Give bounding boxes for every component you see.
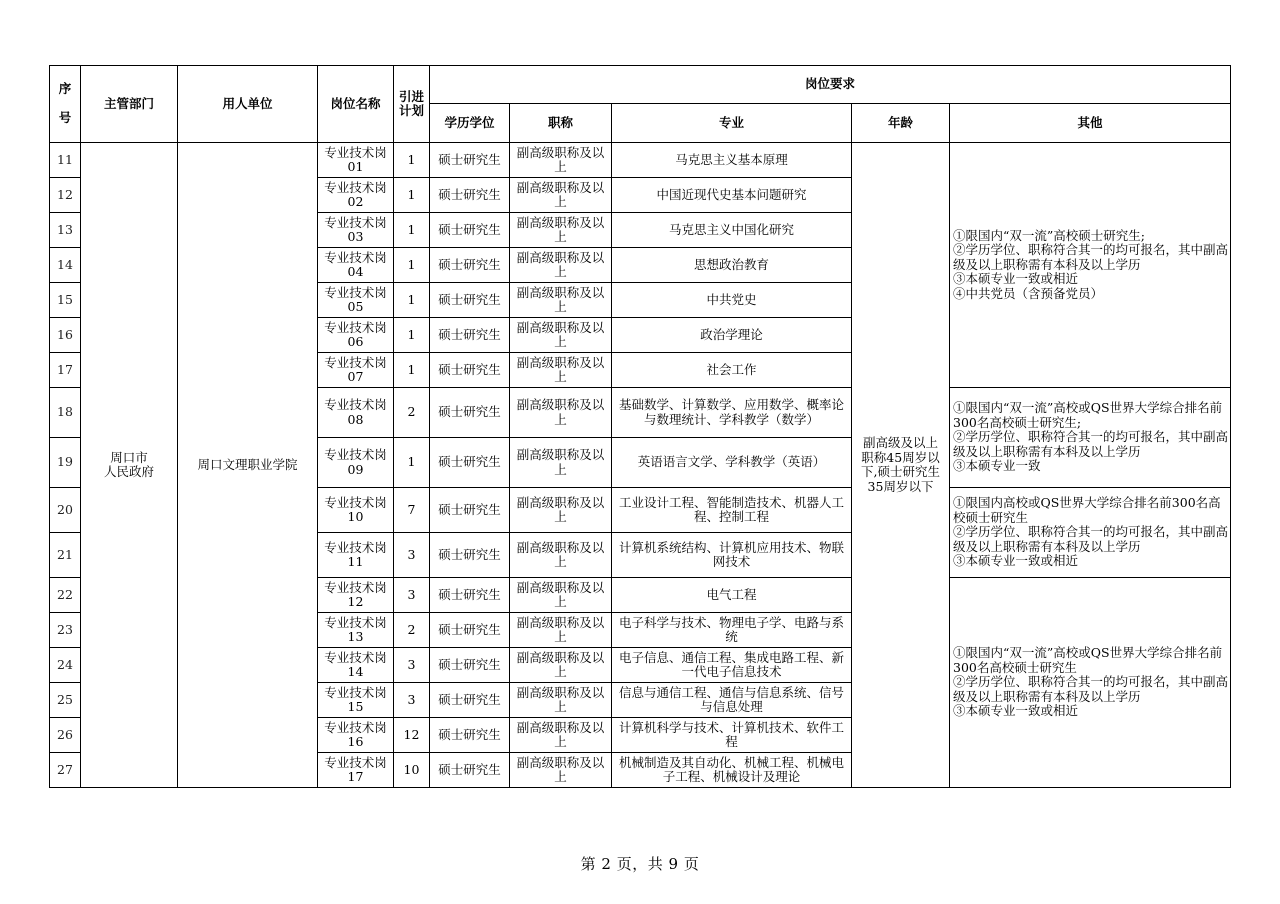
row-seq: 16 xyxy=(50,318,81,353)
row-title: 副高级职称及以上 xyxy=(510,143,612,178)
row-title: 副高级职称及以上 xyxy=(510,438,612,488)
row-seq: 12 xyxy=(50,178,81,213)
row-plan: 1 xyxy=(394,213,430,248)
row-plan: 1 xyxy=(394,353,430,388)
row-seq: 18 xyxy=(50,388,81,438)
header-seq: 序 号 xyxy=(50,66,81,143)
row-seq: 13 xyxy=(50,213,81,248)
age-cell: 副高级及以上 职称45周岁以 下,硕士研究生 35周岁以下 xyxy=(852,143,950,788)
row-title: 副高级职称及以上 xyxy=(510,178,612,213)
row-position: 专业技术岗10 xyxy=(318,488,394,533)
row-major: 工业设计工程、智能制造技术、机器人工程、控制工程 xyxy=(612,488,852,533)
row-plan: 1 xyxy=(394,283,430,318)
row-major: 思想政治教育 xyxy=(612,248,852,283)
row-seq: 22 xyxy=(50,578,81,613)
row-major: 马克思主义中国化研究 xyxy=(612,213,852,248)
row-degree: 硕士研究生 xyxy=(430,613,510,648)
row-position: 专业技术岗17 xyxy=(318,753,394,788)
row-position: 专业技术岗13 xyxy=(318,613,394,648)
row-position: 专业技术岗05 xyxy=(318,283,394,318)
row-plan: 2 xyxy=(394,613,430,648)
row-degree: 硕士研究生 xyxy=(430,533,510,578)
row-position: 专业技术岗01 xyxy=(318,143,394,178)
row-position: 专业技术岗11 xyxy=(318,533,394,578)
unit-cell: 周口文理职业学院 xyxy=(178,143,318,788)
row-position: 专业技术岗07 xyxy=(318,353,394,388)
row-major: 计算机科学与技术、计算机技术、软件工程 xyxy=(612,718,852,753)
row-seq: 20 xyxy=(50,488,81,533)
row-major: 英语语言文学、学科教学（英语） xyxy=(612,438,852,488)
header-degree: 学历学位 xyxy=(430,104,510,143)
header-other: 其他 xyxy=(950,104,1231,143)
row-major: 机械制造及其自动化、机械工程、机械电子工程、机械设计及理论 xyxy=(612,753,852,788)
row-seq: 21 xyxy=(50,533,81,578)
row-degree: 硕士研究生 xyxy=(430,143,510,178)
row-seq: 14 xyxy=(50,248,81,283)
row-plan: 3 xyxy=(394,533,430,578)
row-major: 中共党史 xyxy=(612,283,852,318)
row-major: 基础数学、计算数学、应用数学、概率论与数理统计、学科教学（数学） xyxy=(612,388,852,438)
row-seq: 26 xyxy=(50,718,81,753)
row-degree: 硕士研究生 xyxy=(430,388,510,438)
row-plan: 1 xyxy=(394,248,430,283)
row-degree: 硕士研究生 xyxy=(430,353,510,388)
row-plan: 12 xyxy=(394,718,430,753)
row-degree: 硕士研究生 xyxy=(430,753,510,788)
header-plan: 引进计划 xyxy=(394,66,430,143)
row-degree: 硕士研究生 xyxy=(430,578,510,613)
row-major: 电子信息、通信工程、集成电路工程、新一代电子信息技术 xyxy=(612,648,852,683)
row-title: 副高级职称及以上 xyxy=(510,283,612,318)
row-degree: 硕士研究生 xyxy=(430,438,510,488)
row-title: 副高级职称及以上 xyxy=(510,353,612,388)
row-seq: 11 xyxy=(50,143,81,178)
row-major: 信息与通信工程、通信与信息系统、信号与信息处理 xyxy=(612,683,852,718)
row-seq: 23 xyxy=(50,613,81,648)
header-dept: 主管部门 xyxy=(81,66,178,143)
row-seq: 15 xyxy=(50,283,81,318)
row-plan: 10 xyxy=(394,753,430,788)
row-seq: 27 xyxy=(50,753,81,788)
row-major: 计算机系统结构、计算机应用技术、物联网技术 xyxy=(612,533,852,578)
row-major: 马克思主义基本原理 xyxy=(612,143,852,178)
row-position: 专业技术岗08 xyxy=(318,388,394,438)
row-degree: 硕士研究生 xyxy=(430,248,510,283)
other-requirements: ①限国内“双一流”高校或QS世界大学综合排名前300名高校硕士研究生 ②学历学位、职称符合其一的均可报名，其中副高级及以上职称需有本科及以上学历 ③本硕专业一致或相近 xyxy=(950,578,1231,788)
row-position: 专业技术岗12 xyxy=(318,578,394,613)
row-position: 专业技术岗16 xyxy=(318,718,394,753)
row-position: 专业技术岗04 xyxy=(318,248,394,283)
row-plan: 1 xyxy=(394,143,430,178)
row-seq: 19 xyxy=(50,438,81,488)
other-requirements: ①限国内“双一流”高校硕士研究生; ②学历学位、职称符合其一的均可报名，其中副高级及以上职称需有本科及以上学历 ③本硕专业一致或相近 ④中共党员（含预备党员） xyxy=(950,143,1231,388)
row-plan: 3 xyxy=(394,578,430,613)
recruitment-table xyxy=(49,65,1231,788)
row-degree: 硕士研究生 xyxy=(430,488,510,533)
row-title: 副高级职称及以上 xyxy=(510,683,612,718)
table-row xyxy=(50,143,1231,178)
row-position: 专业技术岗14 xyxy=(318,648,394,683)
row-major: 社会工作 xyxy=(612,353,852,388)
row-degree: 硕士研究生 xyxy=(430,683,510,718)
row-position: 专业技术岗06 xyxy=(318,318,394,353)
row-major: 中国近现代史基本问题研究 xyxy=(612,178,852,213)
row-title: 副高级职称及以上 xyxy=(510,248,612,283)
row-plan: 7 xyxy=(394,488,430,533)
row-seq: 25 xyxy=(50,683,81,718)
row-title: 副高级职称及以上 xyxy=(510,578,612,613)
header-major: 专业 xyxy=(612,104,852,143)
row-degree: 硕士研究生 xyxy=(430,318,510,353)
row-title: 副高级职称及以上 xyxy=(510,318,612,353)
row-major: 政治学理论 xyxy=(612,318,852,353)
row-title: 副高级职称及以上 xyxy=(510,718,612,753)
header-unit: 用人单位 xyxy=(178,66,318,143)
row-degree: 硕士研究生 xyxy=(430,283,510,318)
row-position: 专业技术岗03 xyxy=(318,213,394,248)
row-plan: 2 xyxy=(394,388,430,438)
row-degree: 硕士研究生 xyxy=(430,213,510,248)
row-plan: 3 xyxy=(394,648,430,683)
header-position: 岗位名称 xyxy=(318,66,394,143)
row-title: 副高级职称及以上 xyxy=(510,613,612,648)
row-position: 专业技术岗02 xyxy=(318,178,394,213)
row-seq: 24 xyxy=(50,648,81,683)
row-title: 副高级职称及以上 xyxy=(510,388,612,438)
row-position: 专业技术岗09 xyxy=(318,438,394,488)
header-title: 职称 xyxy=(510,104,612,143)
row-title: 副高级职称及以上 xyxy=(510,648,612,683)
row-seq: 17 xyxy=(50,353,81,388)
row-degree: 硕士研究生 xyxy=(430,718,510,753)
row-plan: 1 xyxy=(394,318,430,353)
row-major: 电子科学与技术、物理电子学、电路与系统 xyxy=(612,613,852,648)
row-degree: 硕士研究生 xyxy=(430,648,510,683)
row-title: 副高级职称及以上 xyxy=(510,213,612,248)
header-age: 年龄 xyxy=(852,104,950,143)
row-plan: 1 xyxy=(394,438,430,488)
row-plan: 1 xyxy=(394,178,430,213)
other-requirements: ①限国内高校或QS世界大学综合排名前300名高校硕士研究生 ②学历学位、职称符合其一的均可报名，其中副高级及以上职称需有本科及以上学历 ③本硕专业一致或相近 xyxy=(950,488,1231,578)
row-title: 副高级职称及以上 xyxy=(510,488,612,533)
page-footer: 第 2 页，共 9 页 xyxy=(580,855,700,873)
row-title: 副高级职称及以上 xyxy=(510,753,612,788)
row-degree: 硕士研究生 xyxy=(430,178,510,213)
row-major: 电气工程 xyxy=(612,578,852,613)
row-title: 副高级职称及以上 xyxy=(510,533,612,578)
dept-cell: 周口市 人民政府 xyxy=(81,143,178,788)
table-body xyxy=(50,143,1231,788)
row-position: 专业技术岗15 xyxy=(318,683,394,718)
other-requirements: ①限国内“双一流”高校或QS世界大学综合排名前300名高校硕士研究生; ②学历学位、职称符合其一的均可报名，其中副高级及以上职称需有本科及以上学历 ③本硕专业一致 xyxy=(950,388,1231,488)
header-requirements: 岗位要求 xyxy=(430,66,1231,104)
row-plan: 3 xyxy=(394,683,430,718)
